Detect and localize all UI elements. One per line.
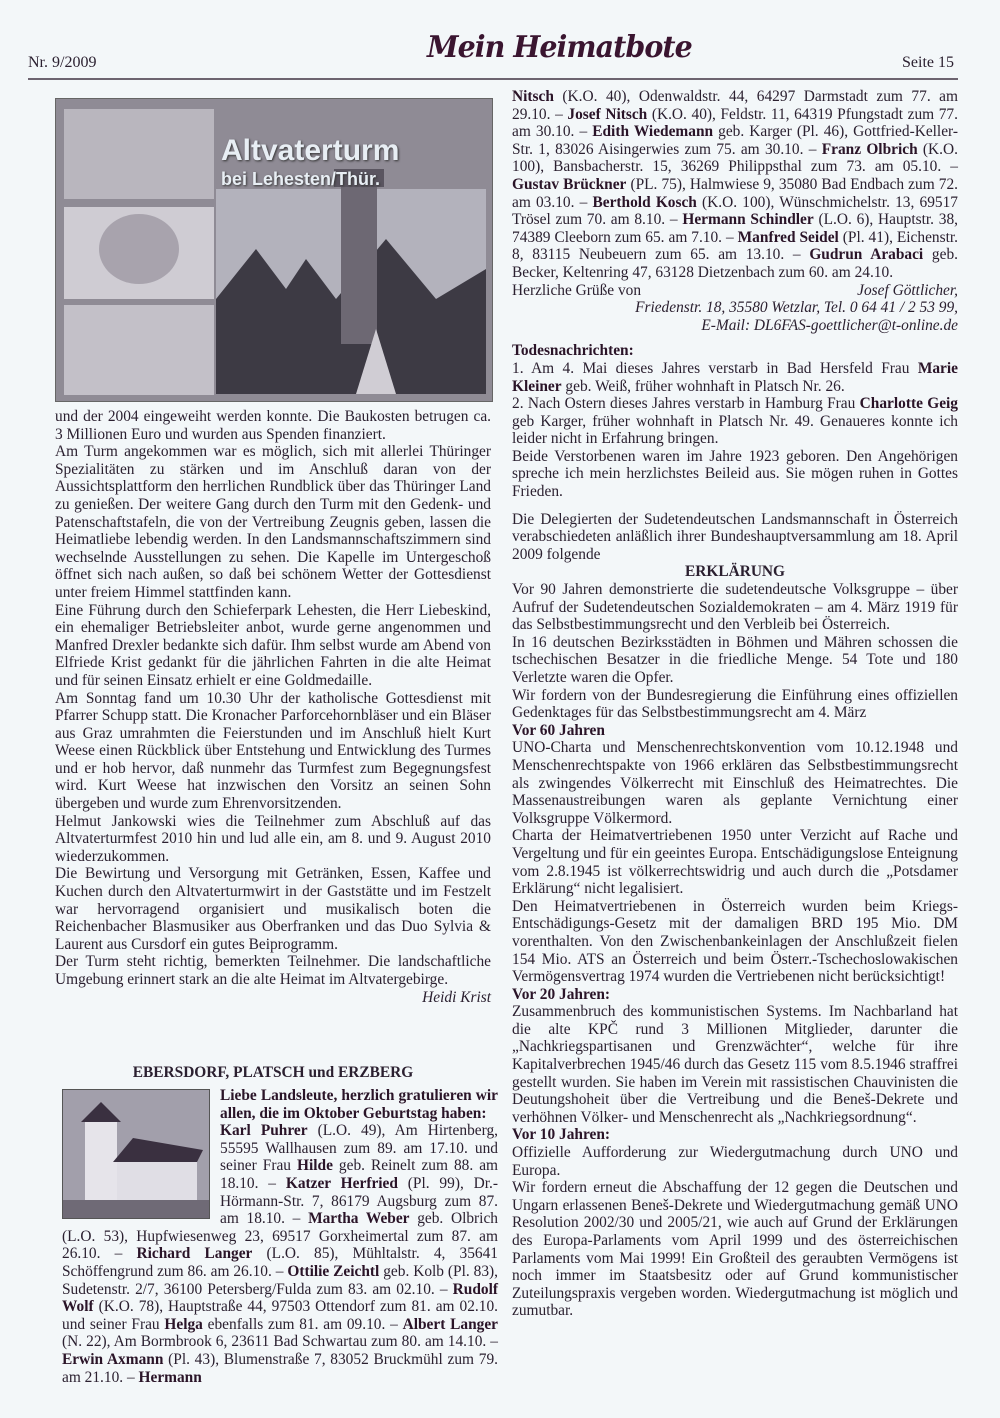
paragraph bbox=[55, 813, 491, 866]
text-run: Am Sonntag fand um 10.30 Uhr der katholische Gottesdienst mit Pfarrer Schupp statt. Die Kronacher Parforcehornbläser und ein Bläser aus Graz umrahmten die Feierstunden und im Anschluß hielt Kurt Weese einen Rückblick über Entstehung und Entwicklung des Turmes und er hob hervor, daß nunmehr das Turmfest zum Begegnungsfest wird. Kurt Weese hat inzwischen den Vorsitz an seinen Sohn übergeben und wurde zum Ehrenvorsitzenden. bbox=[55, 689, 491, 813]
text-run: (K.O. 40), Odenwaldstr. 44, 64297 Darmstadt zum 77. am 29.10. – bbox=[512, 88, 958, 123]
paragraph bbox=[512, 722, 958, 740]
birthday-entries-continued bbox=[512, 88, 958, 282]
paragraph bbox=[512, 898, 958, 986]
paragraph bbox=[512, 448, 958, 501]
text-run: Den Heimatvertriebenen in Österreich wurden beim Kriegs-Entschädigungs-Gesetz mit der damaligen BRD 195 Mio. DM vorenthalten. Von den Zwischenbankeinlagen der Anschlußzeit fielen 154 Mio. ATS an Österreich und beim Österr.-Tschechoslowakischen Vermögensvertrag 1974 wurden die Vertriebenen nicht berücksichtigt! bbox=[512, 897, 958, 986]
deaths-heading: Todesnachrichten: bbox=[512, 342, 634, 360]
name-bold: Martha Weber bbox=[308, 1210, 410, 1228]
right-column bbox=[512, 88, 958, 1320]
name-bold: Ottilie Zeichtl bbox=[287, 1262, 380, 1280]
section-heading-ebersdorf: EBERSDORF, PLATSCH und ERZBERG bbox=[132, 1064, 414, 1081]
text-run: ebenfalls zum 81. am 09.10. – bbox=[202, 1315, 403, 1333]
church-illustration bbox=[63, 1090, 209, 1218]
text-run: geb. Reinelt zum 88. am 18.10. – bbox=[220, 1157, 498, 1192]
article-author: Heidi Krist bbox=[422, 988, 491, 1006]
page-number: Seite 15 bbox=[902, 54, 954, 71]
paragraph bbox=[512, 1003, 958, 1126]
paragraph bbox=[55, 953, 491, 988]
paragraph bbox=[55, 408, 491, 443]
text-run: Zusammenbruch des kommunistischen Systems. Im Nachbarland hat die alte KPČ rund 3 Millionen Mitglieder, darunter die „Nachkriegspartisanen und Grenzwächter“, welche für ihre Kapitalverbrechen 1945/46 durch das Gesetz 115 vom 8.5.1946 straffrei gestellt wurden. Sie haben im Verein mit rassistischen Chauvinisten die Deutungshoheit über die Vertreibung und die Beneš-Dekrete und verhöhnen Völker- und Menschenrecht als „Nachkriegsordnung“. bbox=[512, 1003, 958, 1126]
text-run: geb. Becker, Keltenring 47, 63128 Dietzenbach zum 60. am 24.10. bbox=[512, 246, 958, 281]
text-run: 1. Am 4. Mai dieses Jahres verstarb in Bad Hersfeld Frau bbox=[512, 359, 918, 377]
name-bold: Vor 60 Jahren bbox=[512, 721, 605, 739]
church-photo bbox=[62, 1089, 210, 1219]
issue-number: Nr. 9/2009 bbox=[28, 54, 97, 71]
declaration-title: ERKLÄRUNG bbox=[684, 563, 786, 581]
photo-subtitle: bei Lehesten/Thür. bbox=[221, 169, 381, 189]
text-run: Charta der Heimatvertriebenen 1950 unter Verzicht auf Rache und Vergeltung und für ein geeintes Europa. Entschädigungslose Enteignung vom 2.8.1945 ist völkerrechtswidrig und auch durch die „Potsdamer Erklärung“ nicht legalisiert. bbox=[512, 827, 958, 898]
paragraph bbox=[512, 827, 958, 897]
name-bold: Edith Wiedemann bbox=[592, 123, 714, 141]
name-bold: Josef Nitsch bbox=[567, 105, 648, 123]
masthead-logo: Mein Heimatbote bbox=[426, 30, 692, 65]
paragraph bbox=[55, 602, 491, 690]
text-run: Die Bewirtung und Versorgung mit Getränken, Essen, Kaffee und Kuchen durch den Altvaterturmwirt in der Gaststätte und im Festzelt war hervorragend organisiert und musikalisch boten die Reichenbacher Blasmusiker aus Oberfranken und das Duo Sylvia & Laurent aus Cursdorf ein gutes Beiprogramm. bbox=[55, 865, 491, 953]
name-bold: Helga bbox=[164, 1315, 203, 1333]
paragraph bbox=[55, 690, 491, 813]
text-run: Helmut Jankowski wies die Teilnehmer zum Abschluß auf das Altvaterturmfest 2010 hin und lud alle ein, am 8. und 9. August 2010 wiederzukommen. bbox=[55, 812, 491, 865]
text-run: (Pl. 41), Eichenstr. 8, 83115 Neubeuern zum 65. am 13.10. – bbox=[512, 228, 958, 264]
text-run: Vor 90 Jahren demonstrierte die sudetendeutsche Volksgruppe – über Aufruf der Sudetendeutschen Sozialdemokraten – am 4. März 1919 für das Selbstbestimmungsrecht und den Verbleib bei Österreich. bbox=[512, 581, 958, 634]
text-run: und der 2004 eingeweiht werden konnte. Die Baukosten betrugen ca. 3 Millionen Euro und wurden aus Spenden finanziert. bbox=[55, 408, 491, 443]
paragraph bbox=[55, 443, 491, 601]
paragraph bbox=[512, 1126, 958, 1144]
greeting-address: Friedenstr. 18, 35580 Wetzlar, Tel. 0 64 41 / 2 53 99, bbox=[635, 299, 958, 317]
text-run: Offizielle Aufforderung zur Wiedergutmachung durch UNO und Europa. bbox=[512, 1144, 958, 1179]
name-bold: Karl Puhrer bbox=[220, 1122, 308, 1140]
text-run: In 16 deutschen Bezirksstädten in Böhmen und Mähren schossen die tschechischen Besatzer in die friedliche Menge. 54 Tote und 180 Verletzte waren die Opfer. bbox=[512, 633, 958, 686]
name-bold: Berthold Kosch bbox=[592, 193, 697, 211]
text-run: Wir fordern erneut die Abschaffung der 12 gegen die Deutschen und Ungarn erlassenen Beneš-Dekrete und Wiedergutmachung gemäß UNO Resolution 2002/30 und 2005/21, wie auch auf Grund der Erklärungen des Europa-Parlaments vom April 1999 und des österreichischen Parlaments vom Mai 1999! Ein Großteil des geraubten Vermögens ist noch immer im Staatsbesitz oder auf Grund kommunistischer Zuteilungspraxis vergeben worden. Wiedergutmachung ist möglich und zumutbar. bbox=[512, 1179, 958, 1320]
paragraph bbox=[512, 360, 958, 395]
text-run: UNO-Charta und Menschenrechtskonvention vom 10.12.1948 und Menschenrechtspakte von 1966 erklären das Selbstbestimmungsrecht als zwingendes Völkerrecht mit Einschluß des Heimatrechtes. Die Massenaustreibungen waren als geplante Vernichtung einer Volksgruppe Völkermord. bbox=[512, 739, 958, 827]
text-run: (L.O. 6), Hauptstr. 38, 74389 Cleeborn zum 65. am 7.10. – bbox=[512, 211, 958, 246]
name-bold: Manfred Seidel bbox=[737, 228, 839, 246]
text-run: (K.O. 78), Hauptstraße 44, 97503 Ottendorf zum 81. am 02.10. und seiner Frau bbox=[62, 1298, 498, 1333]
text-run: geb. Weiß, früher wohnhaft in Platsch Nr. 26. bbox=[561, 377, 845, 395]
text-run: geb Karger, früher wohnhaft in Platsch Nr. 49. Genaueres konnte ich leider nicht in Erfahrung bringen. bbox=[512, 412, 958, 448]
name-bold: Marie Kleiner bbox=[512, 359, 958, 395]
name-bold: Gustav Brückner bbox=[512, 175, 627, 193]
name-bold: Vor 20 Jahren: bbox=[512, 985, 611, 1003]
text-run: Am Turm angekommen war es möglich, sich mit allerlei Thüringer Spezialitäten zu stärken und im Anschluß daran von der Aussichtsplattform den herrlichen Rundblick über das Thüringer Land zu genießen. Der weitere Gang durch den Turm mit den Gedenk- und Patenschaftstafeln, die von der Vertreibung Zeugnis geben, lassen die Heimatliebe lebendig werden. In den Landsmannschaftszimmern sind wechselnde Ausstellungen zu sehen. Die Kapelle im Untergeschoß öffnet sich nach außen, so daß bei schönem Wetter der Gottesdienst unter freiem Himmel stattfinden kann. bbox=[55, 443, 491, 601]
name-bold: Franz Olbrich bbox=[821, 140, 918, 158]
paragraph bbox=[512, 986, 958, 1004]
greeting-email[interactable]: E-Mail: DL6FAS-goettlicher@t-online.de bbox=[701, 316, 958, 334]
text-run: (L.O. 85), Mühltalstr. 4, 35641 Schöffengrund zum 86. am 26.10. – bbox=[62, 1245, 498, 1280]
text-run: (PL. 75), Halmwiese 9, 35080 Bad Endbach zum 72. am 03.10. – bbox=[512, 175, 958, 211]
paragraph bbox=[512, 634, 958, 687]
name-bold: Hermann Schindler bbox=[682, 211, 814, 229]
declaration-intro: Die Delegierten der Sudetendeutschen Landsmannschaft in Österreich verabschiedeten anläßlich ihrer Bundeshauptversammlung am 18. April 2009 folgende bbox=[512, 510, 958, 563]
name-bold: Katzer Herfried bbox=[285, 1174, 398, 1192]
header-rule bbox=[28, 78, 958, 80]
text-run: (L.O. 49), Am Hirtenberg, 55595 Wallhausen zum 89. am 17.10. und seiner Frau bbox=[220, 1122, 499, 1175]
text-run: Der Turm steht richtig, bemerkten Teilnehmer. Die landschaftliche Umgebung erinnert stark an die alte Heimat im Altvatergebirge. bbox=[55, 953, 491, 988]
name-bold: Albert Langer bbox=[402, 1315, 498, 1333]
photo-title-main: Altvaterturm bbox=[221, 134, 400, 167]
article-altvaterturm bbox=[55, 408, 491, 1006]
text-run: (Pl. 43), Blumenstraße 7, 83052 Bruckmühl zum 79. am 21.10. – bbox=[62, 1350, 498, 1386]
text-run: (K.O. 100), Wünschmichelstr. 13, 69517 Trösel zum 70. am 8.10. – bbox=[512, 193, 958, 229]
name-bold: Rudolf Wolf bbox=[62, 1280, 498, 1316]
paragraph bbox=[512, 1179, 958, 1320]
text-run: 2. Nach Ostern dieses Jahres verstarb in Hamburg Frau bbox=[512, 395, 860, 413]
name-bold: Vor 10 Jahren: bbox=[512, 1126, 611, 1144]
article-paragraphs bbox=[55, 408, 491, 989]
paragraph bbox=[512, 581, 958, 634]
text-run: (Pl. 99), Dr.-Hörmann-Str. 7, 86179 Augsburg zum 87. am 18.10. – bbox=[220, 1174, 498, 1228]
declaration-body bbox=[512, 581, 958, 1320]
text-run: (K.O. 40), Feldstr. 11, 64319 Pfungstadt zum 77. am 30.10. – bbox=[512, 105, 958, 141]
text-run: Wir fordern von der Bundesregierung die Einführung eines offiziellen Gedenktages für das Selbstbestimmungsrecht am 4. März bbox=[512, 686, 958, 722]
text-run: geb. Karger (Pl. 46), Gottfried-Keller-Str. 1, 83026 Aisingerwies zum 75. am 30.10. – bbox=[512, 123, 958, 158]
text-run: geb. Olbrich (L.O. 53), Hupfwiesenweg 23, 69517 Gorxheimertal zum 87. am 26.10. – bbox=[62, 1210, 498, 1263]
text-run: Eine Führung durch den Schieferpark Lehesten, die Herr Liebeskind, ein ehemaliger Betriebsleiter anbot, wurde gerne angenommen und Manfred Drexler bedankte sich dafür. Ihm selbst wurde am Abend von Elfriede Krist gedankt für die jährlichen Fahrten in die alte Heimat und für seinen Einsatz erhielt er eine Goldmedaille. bbox=[55, 601, 491, 689]
paragraph bbox=[512, 1144, 958, 1179]
paragraph bbox=[512, 395, 958, 448]
text-run: Beide Verstorbenen waren im Jahre 1923 geboren. Den Angehörigen spreche ich mein herzlichstes Beileid aus. Sie mögen ruhen in Gottes Frieden. bbox=[512, 447, 958, 501]
name-bold: Hilde bbox=[296, 1157, 333, 1175]
name-bold: Hermann bbox=[138, 1368, 202, 1386]
greeting: Herzliche Grüße von bbox=[512, 281, 642, 299]
death-notices bbox=[512, 360, 958, 501]
birthday-intro: Liebe Landsleute, herzlich gratulieren wir allen, die im Oktober Geburtstag haben: bbox=[220, 1087, 498, 1122]
altvaterturm-photo-collage bbox=[55, 98, 493, 402]
greeting-name: Josef Göttlicher, bbox=[857, 281, 958, 299]
text-run: geb. Kolb (Pl. 83), Sudetenstr. 2/7, 36100 Petersberg/Fulda zum 83. am 02.10. – bbox=[62, 1262, 498, 1298]
paragraph bbox=[55, 865, 491, 953]
photo-title bbox=[221, 134, 400, 193]
text-run: (K.O. 100), Bansbacherstr. 15, 36269 Philippsthal zum 73. am 05.10. – bbox=[512, 140, 958, 176]
name-bold: Nitsch bbox=[512, 88, 554, 105]
name-bold: Richard Langer bbox=[136, 1245, 253, 1263]
paragraph bbox=[512, 739, 958, 827]
name-bold: Gudrun Arabaci bbox=[809, 246, 924, 264]
text-run: (N. 22), Am Bormbrook 6, 23611 Bad Schwartau zum 80. am 14.10. – bbox=[62, 1333, 498, 1351]
name-bold: Charlotte Geig bbox=[859, 395, 958, 413]
paragraph bbox=[512, 687, 958, 722]
birthday-list bbox=[62, 1087, 498, 1386]
name-bold: Erwin Axmann bbox=[62, 1350, 164, 1368]
